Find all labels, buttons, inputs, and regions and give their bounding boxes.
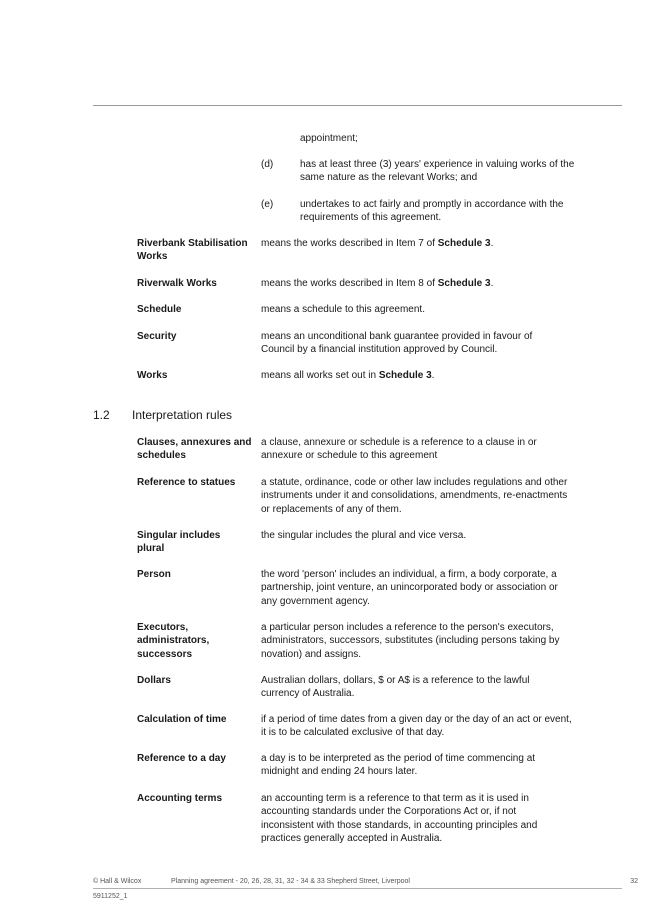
definition-text-part: . — [490, 278, 494, 289]
sub-item-text: undertakes to act fairly and promptly in accordance with the requirements of this agreement. — [300, 199, 564, 224]
section-number: 1.2 — [93, 408, 110, 422]
rule-text: the singular includes the plural and vice versa. — [261, 530, 467, 541]
rule-text: if a period of time dates from a given day or the day of an act or event, it is to be calculated exclusive of that day. — [261, 714, 572, 739]
sub-item-text: has at least three (3) years' experience in valuing works of the same nature as the relevant Works; and — [300, 159, 575, 184]
definition-text — [261, 303, 576, 316]
footer-document-reference: 5911252_1 — [93, 893, 128, 900]
rule-term: Calculation of time — [137, 714, 227, 725]
section-title: Interpretation rules — [132, 408, 233, 422]
rule-text: the word 'person' includes an individual, a firm, a body corporate, a partnership, joint venture, an unincorporated body or association or any government agency. — [261, 569, 558, 607]
rule-text: an accounting term is a reference to that term as it is used in accounting standards under the Corporations Act or, if not inconsistent with those standards, in accounting principles and practices generally accepted in Australia. — [261, 793, 538, 844]
definition-text-part: means the works described in Item 8 of — [261, 278, 438, 289]
definition-text — [261, 237, 576, 250]
rule-text: a clause, annexure or schedule is a reference to a clause in or annexure or schedule to this agreement — [261, 437, 537, 462]
rule-text: a day is to be interpreted as the period of time commencing at midnight and ending 24 hours later. — [261, 753, 536, 778]
rule-term: Person — [137, 569, 171, 580]
sub-item-label: (d) — [261, 159, 274, 170]
footer-rule — [93, 888, 622, 889]
footer-firm: © Hall & Wilcox — [93, 878, 142, 885]
definition-text-part: means all works set out in — [261, 370, 379, 381]
rule-text: a statute, ordinance, code or other law includes regulations and other instruments under it and consolidations, amendments, re-enactments or replacements of any of them. — [261, 477, 568, 515]
rule-text: Australian dollars, dollars, $ or A$ is a reference to the lawful currency of Australia. — [261, 675, 530, 700]
schedule-reference: Schedule 3 — [437, 278, 491, 289]
rule-term: Executors, administrators, successors — [137, 622, 210, 660]
definition-term: Riverbank Stabilisation Works — [137, 238, 248, 263]
rule-term: Reference to statues — [137, 477, 236, 488]
footer-page-number: 32 — [630, 878, 638, 885]
schedule-reference: Schedule 3 — [437, 238, 491, 249]
rule-term: Accounting terms — [137, 793, 223, 804]
definition-text-part: . — [490, 238, 494, 249]
rule-term: Dollars — [137, 675, 171, 686]
rule-term: Clauses, annexures and schedules — [137, 437, 252, 462]
rule-term: Reference to a day — [137, 753, 226, 764]
header-rule — [93, 105, 622, 106]
definition-text-part: means a schedule to this agreement. — [261, 304, 425, 315]
definition-text-part: means an unconditional bank guarantee provided in favour of Council by a financial institution approved by Council. — [261, 331, 533, 356]
sub-item-label: (e) — [261, 199, 274, 210]
definition-term: Security — [137, 331, 177, 342]
sub-item-continuation: appointment; — [300, 133, 358, 144]
rule-term: Singular includes plural — [137, 530, 221, 555]
definition-term: Schedule — [137, 304, 182, 315]
schedule-reference: Schedule 3 — [378, 370, 432, 381]
definition-text — [261, 369, 576, 382]
definition-text-part: . — [431, 370, 435, 381]
rule-text: a particular person includes a reference to the person's executors, administrators, successors, substitutes (including persons taking by novation) and assigns. — [261, 622, 560, 660]
definition-text — [261, 330, 566, 357]
definition-text-part: means the works described in Item 7 of — [261, 238, 438, 249]
footer-document-title: Planning agreement - 20, 26, 28, 31, 32 - 34 & 33 Shepherd Street, Liverpool — [171, 878, 410, 885]
definition-text — [261, 277, 576, 290]
definition-term: Riverwalk Works — [137, 278, 217, 289]
definition-term: Works — [137, 370, 168, 381]
